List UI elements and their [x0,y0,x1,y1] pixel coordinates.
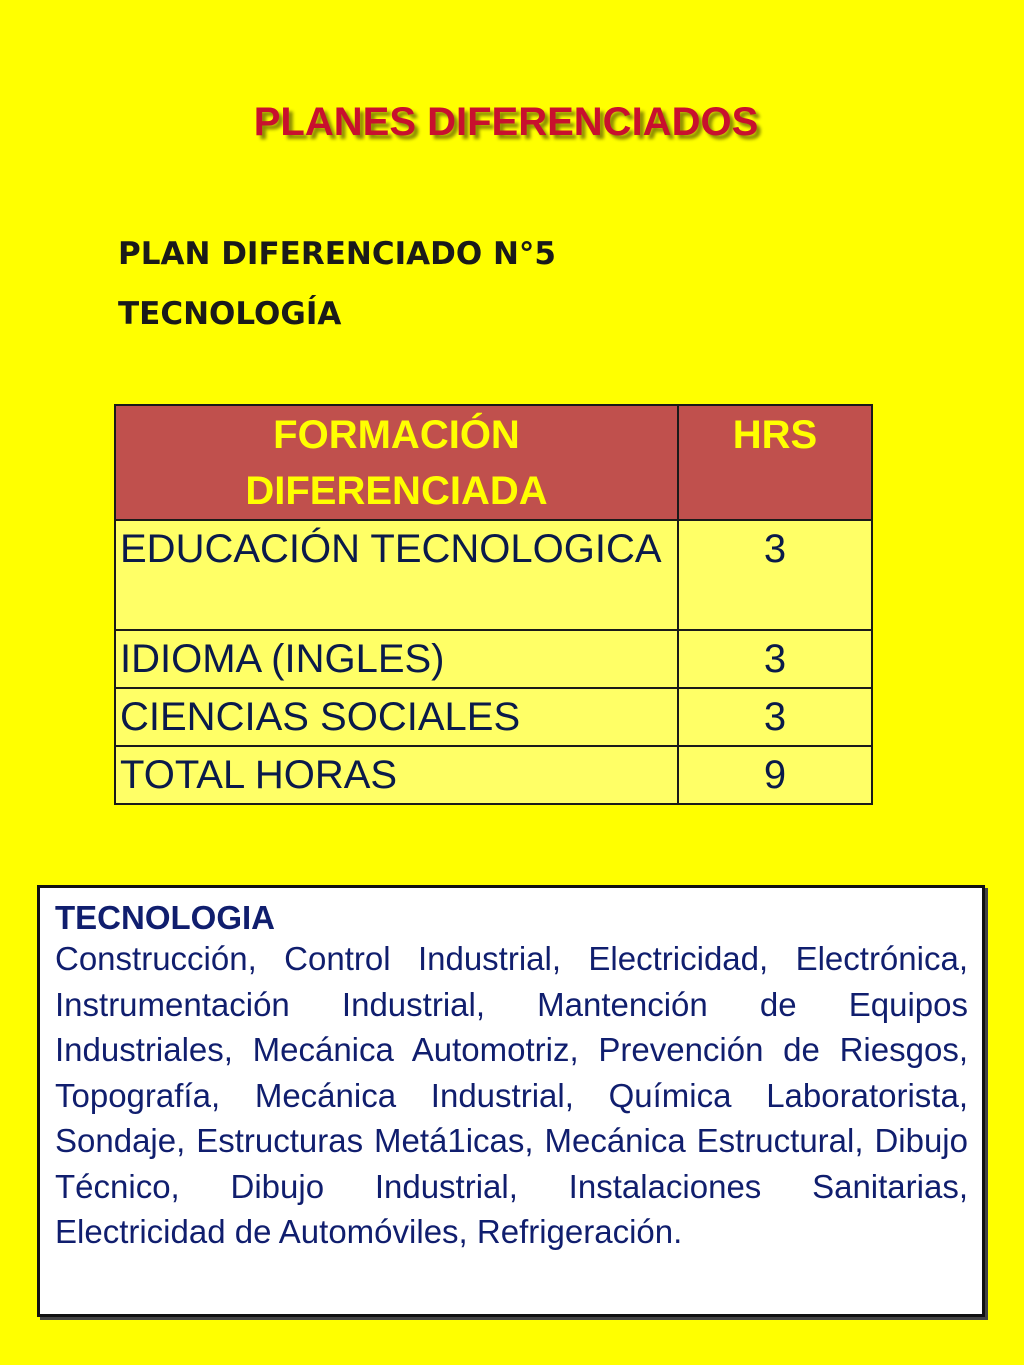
row-subject: IDIOMA (INGLES) [115,630,678,688]
page-title: PLANES DIFERENCIADOS [253,100,759,144]
total-label: TOTAL HORAS [115,746,678,804]
hours-table [114,404,873,805]
table-header-row [115,405,872,520]
table-row [115,520,872,630]
row-subject: CIENCIAS SOCIALES [115,688,678,746]
description-title: TECNOLOGIA [55,899,275,936]
row-hours: 3 [678,688,872,746]
description-text: Construcción, Control Industrial, Electricidad, Electrónica, Instrumentación Industrial, Mantención de Equipos Industriales, Mecánica Automotriz, Prevención de Riesgos, Topografía, Mecánica Industrial, Química Laboratorista, Sondaje, Estructuras Metá1icas, Mecánica Estructural, Dibujo Técnico, Dibujo Industrial, Instalaciones Sanitarias, Electricidad de Automóviles, Refrigeración. [55,940,968,1250]
header-hours: HRS [678,405,872,520]
header-subject: FORMACIÓN DIFERENCIADA [115,405,678,520]
plan-area-heading: TECNOLOGÍA [118,296,342,332]
total-hours: 9 [678,746,872,804]
description-box [37,885,985,1317]
row-subject: EDUCACIÓN TECNOLOGICA [115,520,678,630]
row-hours: 3 [678,520,872,630]
plan-number-heading: PLAN DIFERENCIADO N°5 [118,236,556,272]
table-row [115,688,872,746]
table-row [115,630,872,688]
table-total-row [115,746,872,804]
row-hours: 3 [678,630,872,688]
